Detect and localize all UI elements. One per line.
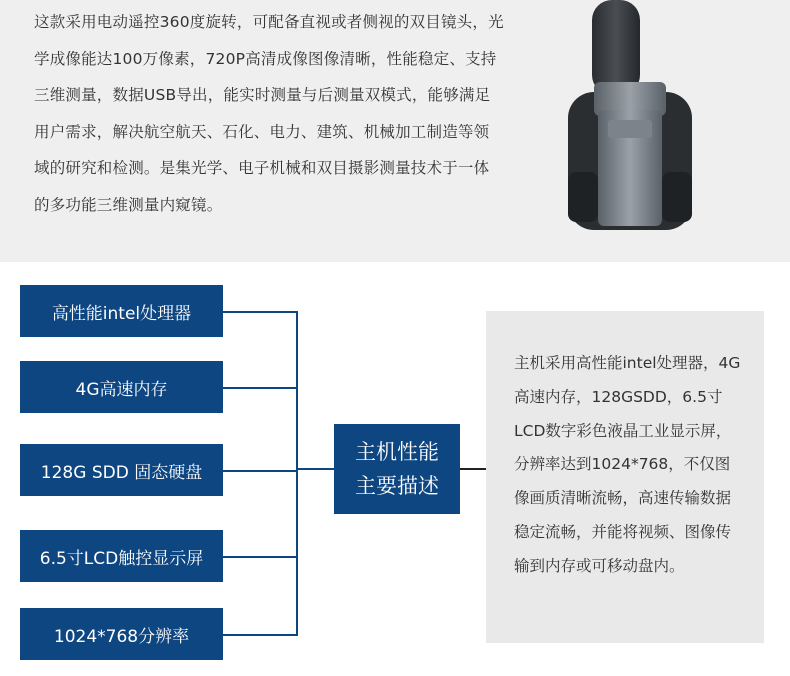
feature-memory: 4G高速内存 — [20, 361, 223, 413]
connector-line — [223, 556, 297, 558]
feature-display: 6.5寸LCD触控显示屏 — [20, 530, 223, 582]
connector-to-hub — [296, 468, 334, 470]
description-text: 主机采用高性能intel处理器，4G高速内存，128GSDD，6.5寸LCD数字彩色液晶工业显示屏，分辨率达到1024*768，不仅图像画质清晰流畅，高速传输数据稳定流畅，并能将视频、图像传输到内存或可移动盘内。 — [514, 354, 741, 575]
hub-to-description-line — [460, 468, 486, 470]
connector-line — [223, 311, 297, 313]
connector-line — [223, 387, 297, 389]
hub-line-1: 主机性能 — [355, 440, 439, 464]
description-panel — [486, 311, 764, 643]
feature-cpu: 高性能intel处理器 — [20, 285, 223, 337]
hub-line-2: 主要描述 — [355, 474, 439, 498]
connector-line — [223, 634, 297, 636]
intro-paragraph: 这款采用电动遥控360度旋转，可配备直视或者侧视的双目镜头，光学成像能达100万像素，720P高清成像图像清晰，性能稳定、支持三维测量，数据USB导出，能实时测量与后测量双模式，能够满足用户需求，解决航空航天、石化、电力、建筑、机械加工制造等领域的研究和检测。是集光学、电子机械和双目摄影测量技术于一体的多功能三维测量内窥镜。 — [34, 13, 504, 214]
connector-line — [223, 470, 297, 472]
endoscope-device-image — [560, 0, 700, 240]
host-performance-title — [334, 424, 460, 514]
feature-ssd: 128G SDD 固态硬盘 — [20, 444, 223, 496]
feature-resolution: 1024*768分辨率 — [20, 608, 223, 660]
connector-trunk — [296, 311, 298, 636]
